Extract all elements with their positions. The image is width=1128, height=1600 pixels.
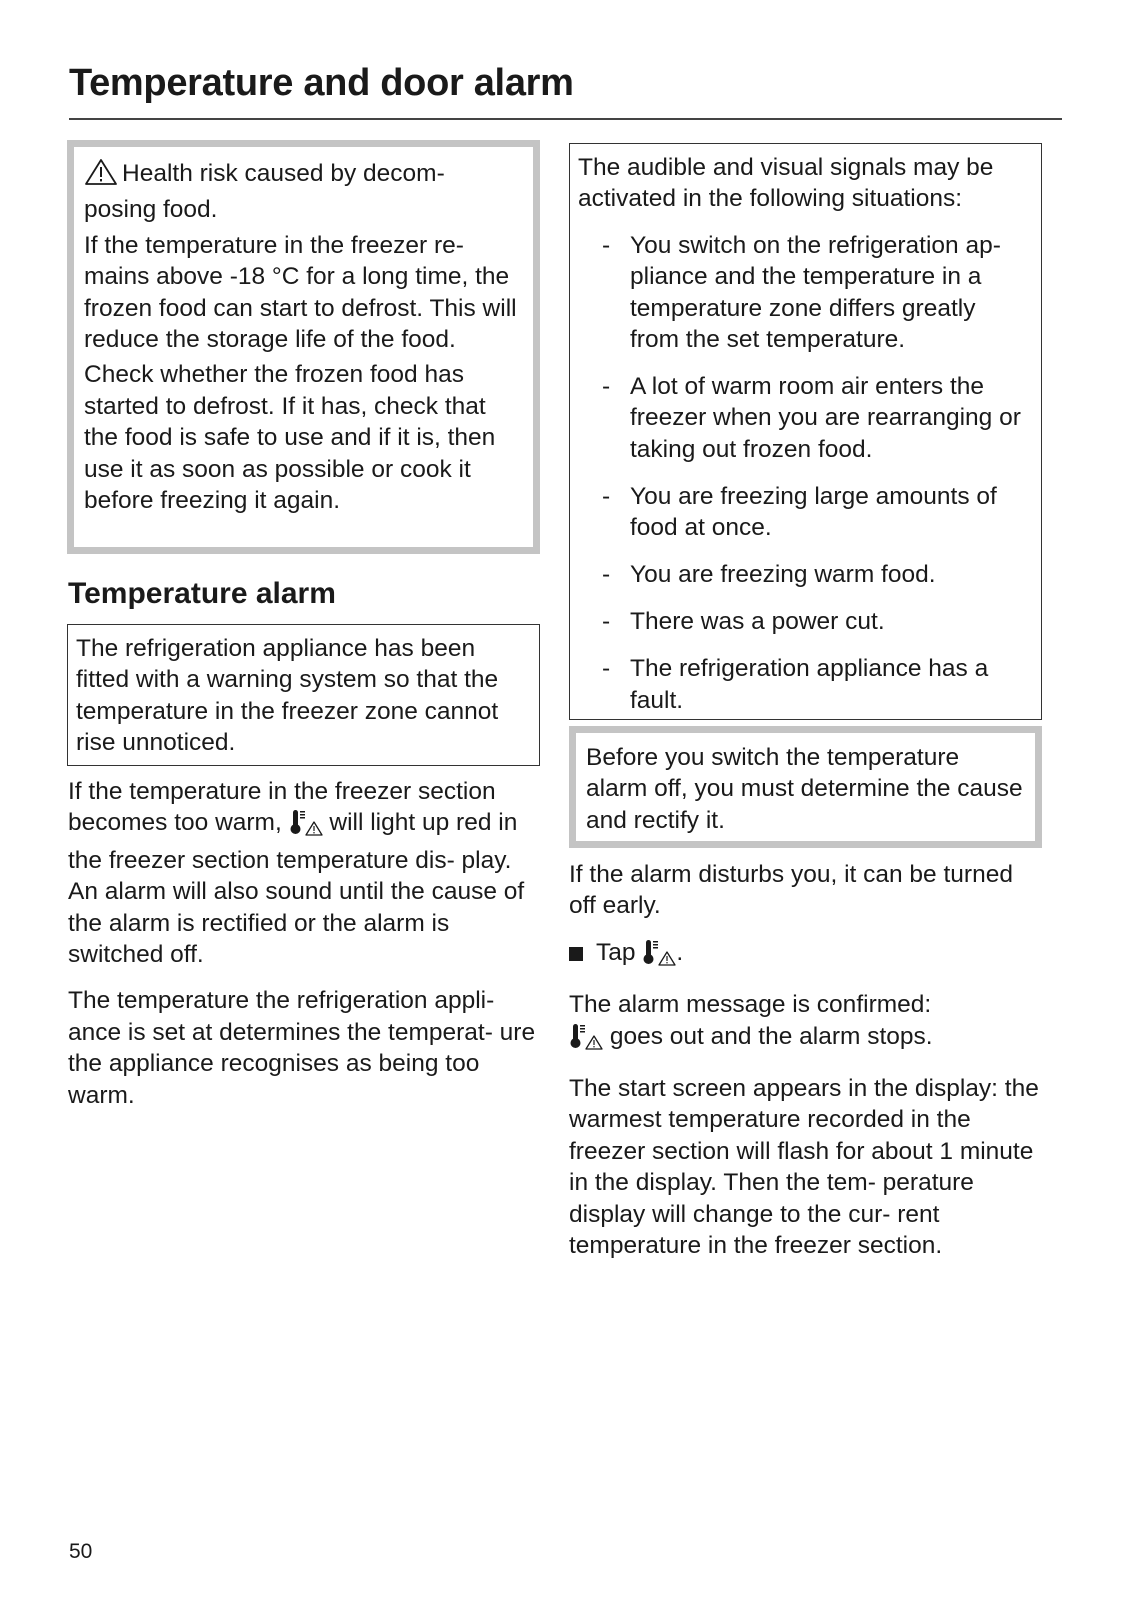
list-item: - You switch on the refrigeration ap- pliance and the temperature in a temperature zone differs greatly from the set temperature. — [602, 231, 1001, 354]
warning-heading — [84, 158, 519, 226]
section-heading-temperature-alarm: Temperature alarm — [68, 577, 336, 610]
alarm-para-1-end: will light up red in the freezer section temperature dis- play. — [68, 809, 518, 874]
health-warning-box — [67, 140, 540, 554]
before-switch-off-box — [569, 726, 1042, 848]
intro-box-text: The refrigeration appliance has been fitted with a warning system so that the temperature in the freezer zone cannot rise unnoticed. — [76, 635, 499, 757]
thermometer-alarm-icon — [569, 1022, 603, 1058]
temperature-alarm-body — [68, 776, 540, 1111]
warning-para-2: Check whether the frozen food has started to defrost. If it has, check that the food is safe to use and if it is, then use it as soon as possible or cook it before freezing it again. — [84, 361, 496, 515]
list-item: - The refrigeration appliance has a fault. — [602, 655, 989, 714]
title-divider — [69, 118, 1062, 120]
alarm-off-instructions — [569, 859, 1042, 1261]
warning-para-1: If the temperature in the freezer re- mains above -18 °C for a long time, the frozen food can start to defrost. This will reduce the storage life of the food. — [84, 231, 517, 354]
alarm-para-1-start: If the temperature in the freezer section becomes too warm, — [68, 778, 496, 837]
before-switch-off-text: Before you switch the temperature alarm off, you must determine the cause and rectify it. — [586, 744, 1023, 834]
alarm-para-2: An alarm will also sound until the cause of the alarm is rectified or the alarm is switched off. — [68, 878, 525, 969]
signals-list — [578, 230, 1031, 716]
list-item: - You are freezing warm food. — [602, 561, 936, 589]
list-item: - There was a power cut. — [602, 608, 885, 636]
temperature-alarm-intro-box — [67, 624, 540, 766]
thermometer-alarm-icon — [289, 808, 323, 844]
tap-step: Tap . — [569, 937, 1042, 974]
start-screen-text: The start screen appears in the display: the warmest temperature recorded in the freezer section will flash for about 1 minute in the display. Then the tem- perature display will change to the cur- rent temperature in the freezer section. — [569, 1075, 1039, 1260]
confirmed-line-1: The alarm message is confirmed: — [569, 991, 932, 1019]
alarm-para-1 — [68, 776, 540, 876]
page-number: 50 — [69, 1540, 93, 1563]
list-item: - You are freezing large amounts of food at once. — [602, 482, 997, 542]
disturb-text: If the alarm disturbs you, it can be turned off early. — [569, 861, 1013, 920]
warning-heading-text: Health risk caused by decom- posing food. — [84, 160, 445, 224]
confirmed-line-2 — [569, 1021, 1042, 1058]
signals-box — [569, 143, 1042, 720]
alarm-para-3: The temperature the refrigeration appli- ance is set at determines the temperat- ure the appliance recognises as being too warm. — [68, 987, 536, 1109]
step-bullet — [569, 947, 583, 961]
confirmed-line-2-text: goes out and the alarm stops. — [609, 1022, 933, 1050]
warning-triangle-icon — [84, 158, 118, 194]
tap-label: Tap — [596, 938, 636, 966]
list-item: - A lot of warm room air enters the freezer when you are rearranging or taking out frozen food. — [602, 373, 1021, 463]
page-title: Temperature and door alarm — [69, 62, 574, 104]
signals-intro: The audible and visual signals may be activated in the following situations: — [578, 154, 994, 213]
thermometer-alarm-icon — [642, 938, 676, 974]
